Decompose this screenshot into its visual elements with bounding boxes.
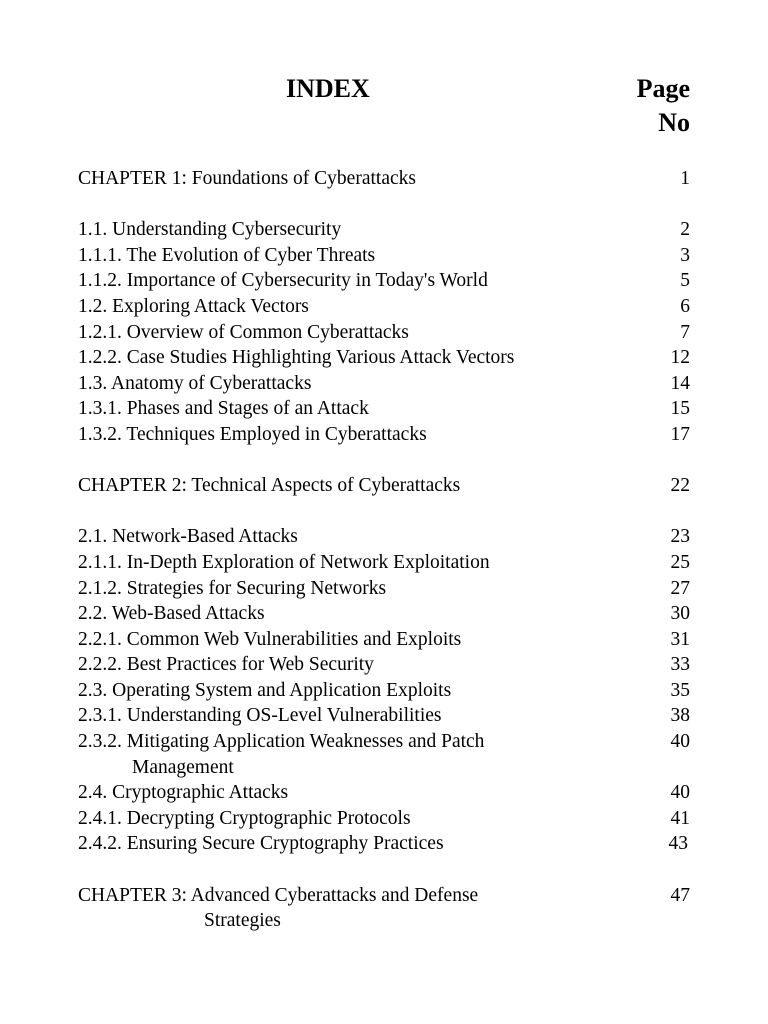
toc-chapter-2-page: 22 xyxy=(670,475,690,497)
toc-chapter-3 xyxy=(78,883,690,934)
toc-entry-1-2-2 xyxy=(78,345,690,371)
toc-entry-1-3 xyxy=(78,371,690,397)
toc-entry-label: 2.1. Network-Based Attacks xyxy=(78,526,298,548)
toc-entry-label: 2.4.1. Decrypting Cryptographic Protocols xyxy=(78,807,411,829)
toc-entry-label: 1.3.1. Phases and Stages of an Attack xyxy=(78,398,369,420)
toc-entry-2-4-1 xyxy=(78,806,690,832)
toc-chapter-2 xyxy=(78,473,690,499)
toc-entry-label: 1.1. Understanding Cybersecurity xyxy=(78,219,342,241)
toc-chapter-1 xyxy=(78,166,690,192)
toc-entry-label: 2.4. Cryptographic Attacks xyxy=(78,782,289,804)
toc-entry-1-3-1 xyxy=(78,396,690,422)
toc-entry-page: 41 xyxy=(670,807,690,829)
toc-entry-1-1-1 xyxy=(78,243,690,269)
toc-entry-page: 35 xyxy=(670,679,690,701)
toc-entry-1-1-2 xyxy=(78,268,690,294)
toc-gap xyxy=(78,192,690,218)
table-of-contents xyxy=(78,166,690,934)
toc-entry-page: 33 xyxy=(670,654,690,676)
toc-entry-label: 2.2. Web-Based Attacks xyxy=(78,603,265,625)
toc-entry-page: 23 xyxy=(670,526,690,548)
toc-entry-page: 38 xyxy=(670,705,690,727)
toc-entry-page: 40 xyxy=(670,782,690,804)
toc-entry-2-4 xyxy=(78,780,690,806)
toc-entry-label: 2.1.2. Strategies for Securing Networks xyxy=(78,577,387,599)
toc-entry-label: 1.1.2. Importance of Cybersecurity in Today's World xyxy=(78,270,488,292)
toc-gap xyxy=(78,499,690,525)
toc-entry-1-3-2 xyxy=(78,422,690,448)
toc-entry-page: 27 xyxy=(670,577,690,599)
toc-entry-label: 1.2.2. Case Studies Highlighting Various Attack Vectors xyxy=(78,347,515,369)
toc-entry-1-2-1 xyxy=(78,320,690,346)
toc-entry-2-1 xyxy=(78,524,690,550)
toc-entry-label: 2.4.2. Ensuring Secure Cryptography Practices xyxy=(78,833,444,855)
toc-entry-label: 2.2.2. Best Practices for Web Security xyxy=(78,654,374,676)
toc-entry-2-2-2 xyxy=(78,652,690,678)
toc-entry-label: 1.3. Anatomy of Cyberattacks xyxy=(78,372,312,394)
toc-chapter-2-label: CHAPTER 2: Technical Aspects of Cyberattacks xyxy=(78,475,461,497)
page-no-heading-line1: Page xyxy=(636,74,690,103)
toc-entry-label xyxy=(78,729,630,780)
toc-gap xyxy=(78,857,690,883)
toc-chapter-3-label-line2: Strategies xyxy=(204,910,281,932)
toc-entry-label: 2.3. Operating System and Application Exploits xyxy=(78,679,452,701)
toc-entry-label: 1.3.2. Techniques Employed in Cyberattacks xyxy=(78,423,427,445)
toc-entry-2-2 xyxy=(78,601,690,627)
toc-entry-page: 12 xyxy=(670,347,690,369)
toc-entry-page: 6 xyxy=(680,295,690,317)
toc-entry-2-1-1 xyxy=(78,550,690,576)
toc-entry-page: 2 xyxy=(680,219,690,241)
toc-entry-2-1-2 xyxy=(78,576,690,602)
toc-entry-label: 1.2.1. Overview of Common Cyberattacks xyxy=(78,321,409,343)
toc-entry-page: 5 xyxy=(680,270,690,292)
page-no-heading-line2: No xyxy=(658,108,690,137)
toc-entry-label-line2: Management xyxy=(132,756,234,778)
toc-gap xyxy=(78,448,690,474)
toc-entry-page: 43 xyxy=(668,833,688,855)
toc-entry-page: 17 xyxy=(670,423,690,445)
toc-entry-1-1 xyxy=(78,217,690,243)
toc-entry-page: 40 xyxy=(670,731,690,753)
toc-entry-page: 31 xyxy=(670,628,690,650)
toc-entry-page: 3 xyxy=(680,244,690,266)
toc-entry-label: 2.2.1. Common Web Vulnerabilities and Exploits xyxy=(78,628,462,650)
toc-entry-2-2-1 xyxy=(78,627,690,653)
toc-chapter-3-label-line1: CHAPTER 3: Advanced Cyberattacks and Defense xyxy=(78,884,479,906)
toc-entry-label: 2.3.1. Understanding OS-Level Vulnerabilities xyxy=(78,705,442,727)
toc-entry-label: 1.1.1. The Evolution of Cyber Threats xyxy=(78,244,376,266)
toc-entry-2-4-2 xyxy=(78,831,690,857)
toc-entry-label: 2.1.1. In-Depth Exploration of Network Exploitation xyxy=(78,551,490,573)
toc-entry-2-3 xyxy=(78,678,690,704)
toc-chapter-3-label xyxy=(78,883,630,934)
toc-entry-page: 30 xyxy=(670,603,690,625)
toc-entry-page: 25 xyxy=(670,551,690,573)
toc-chapter-3-page: 47 xyxy=(670,884,690,906)
page-no-heading xyxy=(600,72,690,140)
index-title: INDEX xyxy=(286,74,370,103)
toc-entry-page: 15 xyxy=(670,398,690,420)
toc-entry-label: 1.2. Exploring Attack Vectors xyxy=(78,295,309,317)
toc-entry-1-2 xyxy=(78,294,690,320)
toc-entry-label-line1: 2.3.2. Mitigating Application Weaknesses and Patch xyxy=(78,731,485,753)
toc-chapter-1-page: 1 xyxy=(680,168,690,189)
toc-entry-page: 7 xyxy=(680,321,690,343)
toc-chapter-1-label: CHAPTER 1: Foundations of Cyberattacks xyxy=(78,168,416,189)
toc-entry-2-3-1 xyxy=(78,703,690,729)
toc-entry-2-3-2 xyxy=(78,729,690,780)
toc-entry-page: 14 xyxy=(670,372,690,394)
